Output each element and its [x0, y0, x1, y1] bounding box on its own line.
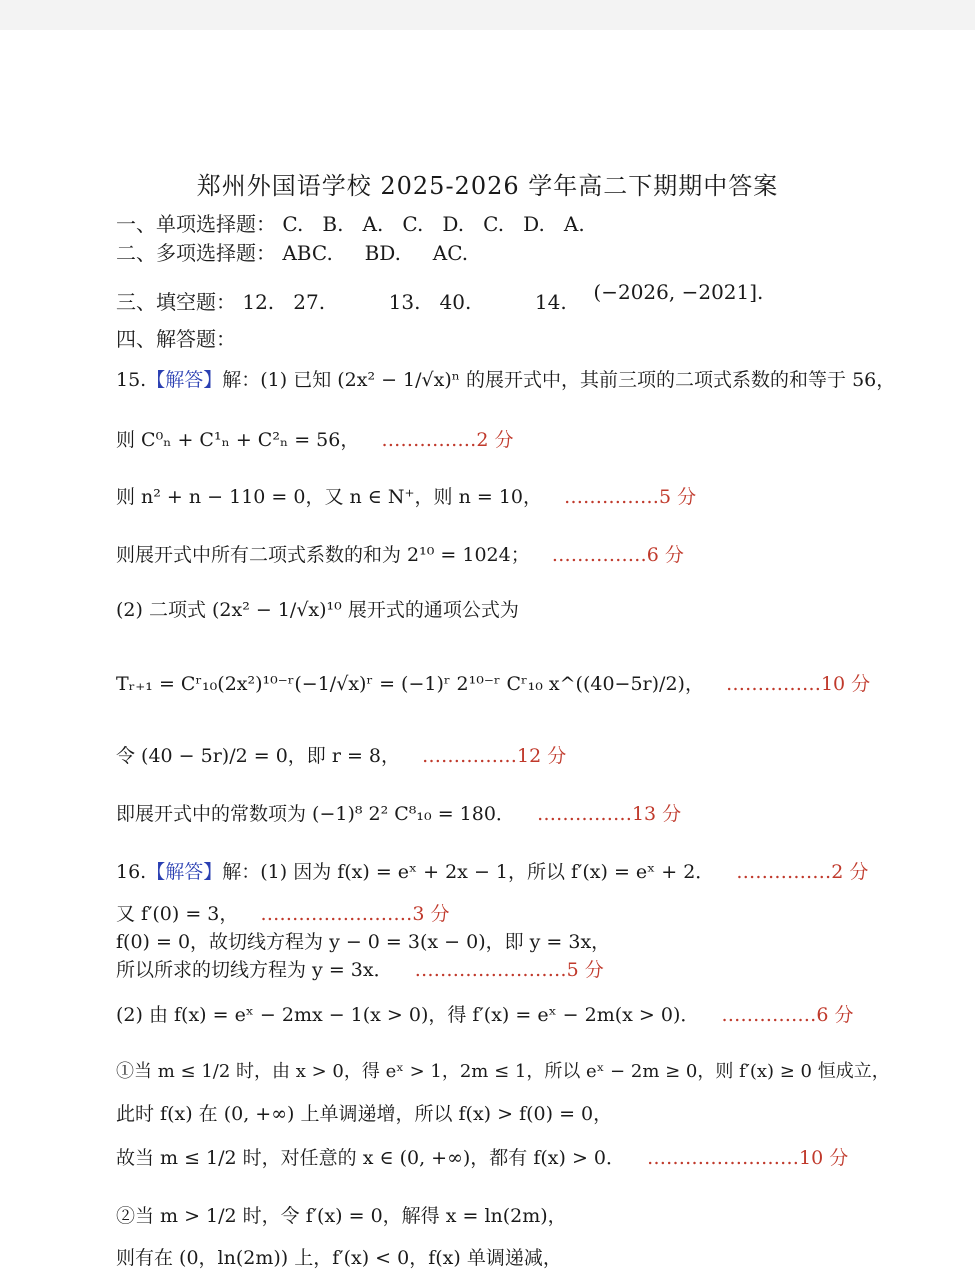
q15-tag: 【解答】: [146, 369, 223, 391]
q16-line-7: [116, 1102, 612, 1126]
q16-text: 解：(1) 因为 f(x) = eˣ + 2x − 1，所以 f′(x) = eˣ + 2．: [222, 861, 715, 883]
q16-text: 此时 f(x) 在 (0, +∞) 上单调递增，所以 f(x) > f(0) = 0，: [116, 1103, 613, 1125]
q15-text: Tᵣ₊₁ = Cʳ₁₀(2x²)¹⁰⁻ʳ(−1/√x)ʳ = (−1)ʳ 2¹⁰⁻ʳ Cʳ₁₀ x^((40−5r)/2)，: [116, 673, 704, 695]
q16-line-1: [116, 860, 868, 884]
q15-text: (2) 二项式 (2x² − 1/√x)¹⁰ 展开式的通项公式为: [116, 599, 519, 621]
score: ……………………3 分: [260, 903, 450, 925]
score: ……………2 分: [381, 429, 514, 451]
section-label: 三、填空题：: [116, 290, 236, 314]
q16-text: ①当 m ≤ 1/2 时，由 x > 0，得 eˣ > 1，2m ≤ 1，所以 eˣ − 2m ≥ 0，则 f′(x) ≥ 0 恒成立，: [116, 1061, 890, 1082]
score: ……………………10 分: [647, 1147, 849, 1169]
answers: 12. 27. 13. 40. 14.: [242, 290, 567, 314]
q15-text: 解：(1) 已知 (2x² − 1/√x)ⁿ 的展开式中，其前三项的二项式系数的和等于 56，: [222, 369, 896, 391]
score: ……………13 分: [536, 803, 682, 825]
fill-blank-row: [116, 280, 764, 314]
q15-text: 则 C⁰ₙ + C¹ₙ + C²ₙ = 56，: [116, 429, 360, 451]
q16-line-3: [116, 930, 610, 954]
score: ……………2 分: [736, 861, 869, 883]
q16-line-4: [116, 958, 604, 982]
score: ……………6 分: [721, 1004, 854, 1026]
q16-text: 则有在 (0，ln(2m)) 上，f′(x) < 0，f(x) 单调递减，: [116, 1247, 562, 1269]
q15-text: 令 (40 − 5r)/2 = 0，即 r = 8，: [116, 745, 400, 767]
q15-line-5: [116, 598, 519, 622]
q15-line-8: [116, 802, 681, 826]
score: ……………12 分: [422, 745, 567, 767]
q15-text: 则 n² + n − 110 = 0，又 n ∈ N⁺，则 n = 10，: [116, 486, 543, 508]
section-label: 一、单项选择题：: [116, 212, 276, 236]
score: ……………………5 分: [414, 959, 604, 981]
q15-number: 15.: [116, 369, 147, 391]
score: ……………5 分: [564, 486, 697, 508]
section-label: 二、多项选择题：: [116, 241, 276, 265]
q16-line-5: [116, 1003, 854, 1027]
q16-text: ②当 m > 1/2 时，令 f′(x) = 0，解得 x = ln(2m)，: [116, 1205, 567, 1227]
answers: ABC. BD. AC.: [282, 241, 469, 265]
q16-line-10: [116, 1246, 562, 1270]
q15-line-3: [116, 485, 696, 509]
single-choice-row: [116, 212, 585, 236]
page-title: 郑州外国语学校 2025-2026 学年高二下期期中答案: [196, 172, 779, 200]
q16-text: 又 f′(0) = 3，: [116, 903, 239, 925]
q15-line-7: [116, 744, 566, 768]
q16-text: f(0) = 0，故切线方程为 y − 0 = 3(x − 0)，即 y = 3x，: [116, 931, 611, 953]
q15-line-6: [116, 672, 870, 696]
q15-line-2: [116, 428, 513, 452]
answer-14: (−2026, −2021].: [593, 280, 764, 304]
q15-line-1: [116, 368, 895, 392]
q16-line-9: [116, 1204, 567, 1228]
score: ……………6 分: [551, 544, 684, 566]
answers: C. B. A. C. D. C. D. A.: [282, 212, 585, 236]
q15-text: 即展开式中的常数项为 (−1)⁸ 2² C⁸₁₀ = 180．: [116, 803, 515, 825]
score: ……………10 分: [725, 673, 871, 695]
multi-choice-row: [116, 241, 468, 265]
q16-text: 故当 m ≤ 1/2 时，对任意的 x ∈ (0, +∞)，都有 f(x) > 0．: [116, 1147, 626, 1169]
q16-number: 16.: [116, 861, 147, 883]
q15-text: 则展开式中所有二项式系数的和为 2¹⁰ = 1024；: [116, 544, 530, 566]
q15-line-4: [116, 543, 684, 567]
section-label-solutions: 四、解答题：: [116, 327, 236, 351]
q16-line-2: [116, 902, 450, 926]
q16-tag: 【解答】: [146, 861, 223, 883]
q16-text: (2) 由 f(x) = eˣ − 2mx − 1(x > 0)，得 f′(x) = eˣ − 2m(x > 0)．: [116, 1004, 700, 1026]
q16-line-8: [116, 1146, 848, 1170]
q16-text: 所以所求的切线方程为 y = 3x．: [116, 959, 393, 981]
q16-line-6: [116, 1060, 890, 1084]
